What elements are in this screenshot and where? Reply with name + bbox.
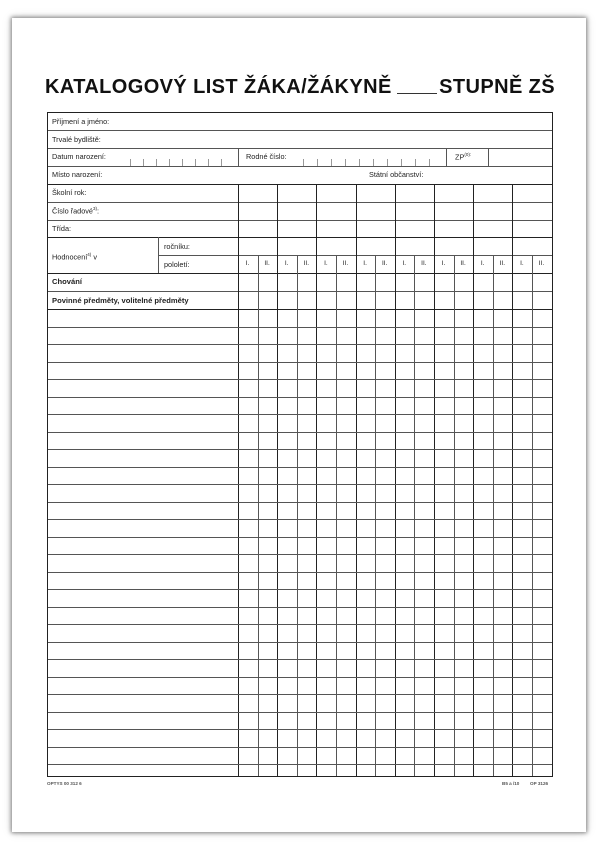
subjects-header-line xyxy=(48,309,552,310)
digit-box-divider xyxy=(429,159,430,166)
grade-column-line xyxy=(473,184,474,776)
digit-box-divider xyxy=(130,159,131,166)
semester-label-5: I. xyxy=(324,260,328,267)
subject-row-line xyxy=(48,729,552,730)
zp-label: $ZP^{(0):}$ xyxy=(455,152,472,162)
school-row-line xyxy=(48,220,552,221)
semester-label-4: II. xyxy=(303,260,309,267)
digit-box-divider xyxy=(156,159,157,166)
subject-row-line xyxy=(48,747,552,748)
personal-row-line xyxy=(48,166,552,167)
behavior-label: Chování xyxy=(52,277,82,286)
grade-column-line xyxy=(356,184,357,776)
address-label: Trvalé bydliště: xyxy=(52,135,101,144)
semester-row-line xyxy=(48,273,552,274)
semester-column-line xyxy=(258,291,259,776)
behavior-row-line xyxy=(48,291,552,292)
birth-number-divider xyxy=(238,148,239,166)
digit-box-divider xyxy=(345,159,346,166)
subject-row-line xyxy=(48,327,552,328)
grade-label: ročníku: xyxy=(164,242,190,251)
footer-code-left: OPTYS 00 312 6 xyxy=(47,781,82,786)
digit-box-divider xyxy=(169,159,170,166)
subjects-label: Povinné předměty, volitelné předměty xyxy=(52,296,189,305)
school-row-line xyxy=(48,202,552,203)
digit-box-divider xyxy=(195,159,196,166)
subject-row-line xyxy=(48,642,552,643)
digit-box-divider xyxy=(182,159,183,166)
semester-column-line xyxy=(454,291,455,776)
semester-label: pololetí: xyxy=(164,260,190,269)
subject-row-line xyxy=(48,554,552,555)
subject-row-line xyxy=(48,589,552,590)
grade-column-line xyxy=(434,184,435,776)
catalog-grid xyxy=(47,112,553,777)
digit-box-divider xyxy=(317,159,318,166)
personal-row-line xyxy=(48,148,552,149)
personal-section-line xyxy=(48,184,552,185)
form-title xyxy=(45,76,555,104)
digit-box-divider xyxy=(387,159,388,166)
order-number-label: Číslo řadové$^{3)}$: xyxy=(52,206,100,216)
grade-column-line xyxy=(316,184,317,776)
birth-number-label: Rodné číslo: xyxy=(246,152,287,161)
school-section-line xyxy=(48,237,552,238)
semester-label-9: I. xyxy=(402,260,407,267)
semester-label-8: II. xyxy=(381,260,388,267)
semester-label-14: II. xyxy=(499,260,505,267)
semester-label-6: II. xyxy=(342,260,349,267)
semester-column-line xyxy=(375,291,376,776)
name-label: Příjmení a jméno: xyxy=(52,117,110,126)
subject-row-line xyxy=(48,764,552,765)
title-blank-line[interactable] xyxy=(397,93,437,94)
personal-row-line xyxy=(48,130,552,131)
semester-column-line xyxy=(414,291,415,776)
subject-row-line xyxy=(48,502,552,503)
citizenship-label: Státní občanství: xyxy=(369,170,424,179)
subject-row-line xyxy=(48,484,552,485)
subject-row-line xyxy=(48,397,552,398)
semester-label-11: I. xyxy=(441,260,446,267)
zp-value-divider xyxy=(488,148,489,166)
subject-row-line xyxy=(48,519,552,520)
semester-label-13: I. xyxy=(480,260,485,267)
grade-column-line xyxy=(395,184,396,776)
semester-label-12: II. xyxy=(460,260,466,267)
digit-box-divider xyxy=(415,159,416,166)
birthplace-label: Místo narození: xyxy=(52,170,103,179)
subject-row-line xyxy=(48,712,552,713)
subject-row-line xyxy=(48,607,552,608)
subject-row-line xyxy=(48,677,552,678)
footer-code-middle: B5 a /10 xyxy=(502,781,520,786)
birth-date-label: Datum narození: xyxy=(52,152,106,161)
semester-column-line xyxy=(336,291,337,776)
grade-column-line xyxy=(552,184,553,776)
subject-row-line xyxy=(48,362,552,363)
title-main: KATALOGOVÝ LIST ŽÁKA/ŽÁKYNĚ xyxy=(45,76,392,98)
semester-label-3: I. xyxy=(284,260,289,267)
semester-column-line xyxy=(493,291,494,776)
footer-code-right: OP 3126 xyxy=(530,781,549,786)
semester-column-line xyxy=(532,291,533,776)
digit-box-divider xyxy=(359,159,360,166)
semester-label-16: II. xyxy=(538,260,545,267)
digit-box-divider xyxy=(143,159,144,166)
grade-column-line xyxy=(277,184,278,776)
semester-label-7: I. xyxy=(363,260,367,267)
subject-row-line xyxy=(48,624,552,625)
semester-column-line xyxy=(297,291,298,776)
digit-box-divider xyxy=(401,159,402,166)
class-label: Třída: xyxy=(52,224,72,233)
digit-box-divider xyxy=(221,159,222,166)
subject-row-line xyxy=(48,344,552,345)
title-suffix: STUPNĚ ZŠ xyxy=(439,76,555,98)
subject-row-line xyxy=(48,432,552,433)
subject-row-line xyxy=(48,467,552,468)
subject-row-line xyxy=(48,572,552,573)
grade-column-line xyxy=(238,184,239,776)
semester-label-2: II. xyxy=(264,260,270,267)
digit-box-divider xyxy=(331,159,332,166)
subject-row-line xyxy=(48,694,552,695)
grade-column-line xyxy=(512,184,513,776)
zp-divider xyxy=(446,148,447,166)
evaluation-label: Hodnocení$^{4)}$ v xyxy=(52,252,97,262)
digit-box-divider xyxy=(373,159,374,166)
subject-row-line xyxy=(48,449,552,450)
digit-box-divider xyxy=(303,159,304,166)
subject-row-line xyxy=(48,414,552,415)
subject-row-line xyxy=(48,659,552,660)
subject-row-line xyxy=(48,379,552,380)
semester-label-10: II. xyxy=(421,260,427,267)
semester-label-1: I. xyxy=(245,260,250,267)
evaluation-divider xyxy=(158,237,159,273)
digit-box-divider xyxy=(208,159,209,166)
school-year-label: Školní rok: xyxy=(52,188,87,197)
semester-label-15: I. xyxy=(520,260,524,267)
subject-row-line xyxy=(48,537,552,538)
